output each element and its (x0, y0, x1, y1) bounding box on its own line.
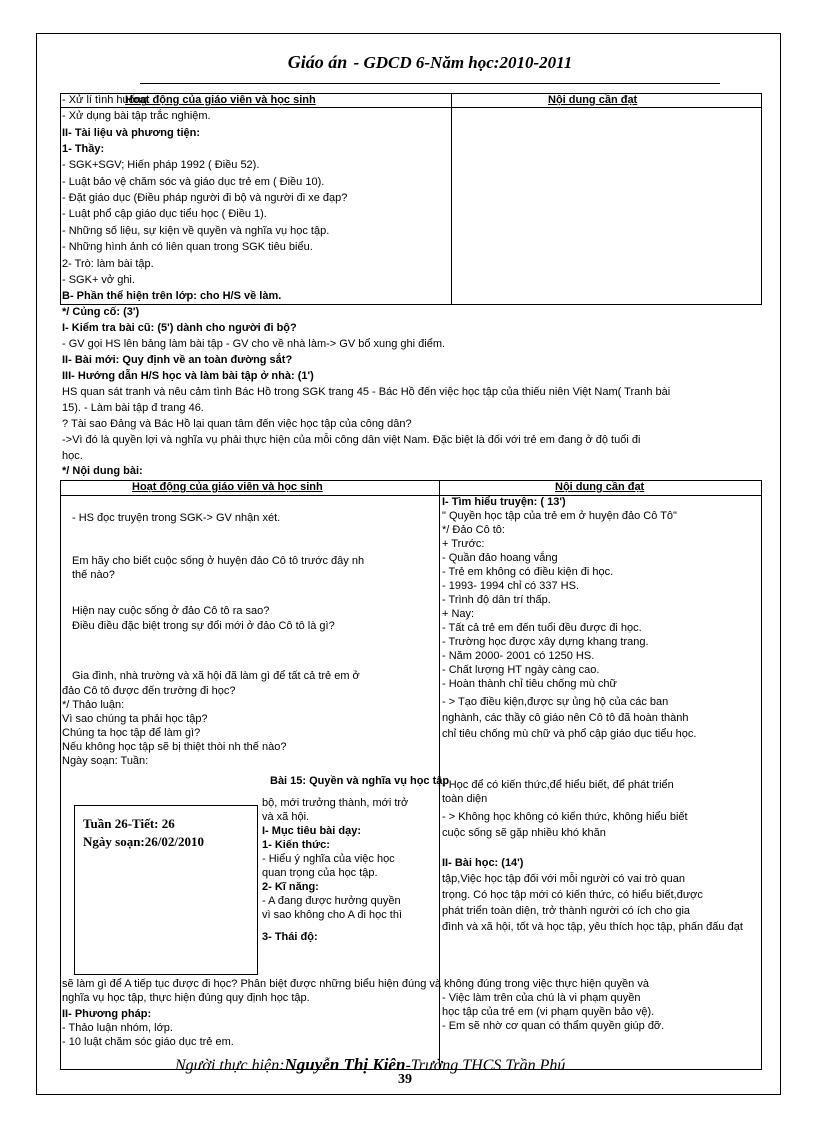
section-line: II- Bài mới: Quy định về an toàn đường sắt? (62, 354, 293, 366)
activity-line: vì sao không cho A đi học thì (262, 909, 403, 921)
activity-line: II- Phương pháp: (62, 1008, 152, 1020)
section-line: - GV gọi HS lên bảng làm bài tập - GV cho về nhà làm-> GV bổ xung ghi điểm. (62, 338, 446, 350)
table1-col-left-header: Hoạt động của giáo viên và học sinh (125, 94, 316, 106)
content-line: - > Tạo điều kiện,được sự ủng hộ của các ban (442, 696, 669, 708)
activity-line: */ Thảo luận: (62, 699, 125, 711)
content-line: - Quần đảo hoang vắng (442, 552, 558, 564)
activity-line: thế nào? (72, 569, 115, 581)
content-line: II- Bài học: (14') (442, 857, 524, 869)
lesson-info-box (74, 805, 258, 975)
header-label: Giáo án (287, 52, 348, 72)
activity-line: 1- Kiến thức: (262, 839, 330, 851)
activity-line: Nếu không học tập sẽ bị thiệt thòi nh thế nào? (62, 741, 287, 753)
lesson-week: Tuần 26-Tiết: 26 (83, 816, 175, 831)
table1-line: - SGK+ vở ghi. (62, 274, 135, 286)
table1-line: - Những hình ảnh có liên quan trong SGK tiêu biểu. (62, 241, 313, 253)
activity-line: quan trọng của học tập. (262, 867, 378, 879)
content-line: I- Tìm hiểu truyện: ( 13') (442, 496, 566, 508)
header-title: - GDCD 6-Năm học:2010-2011 (353, 53, 573, 72)
content-line: cuộc sống sẽ gặp nhiều khó khăn (442, 827, 606, 839)
activity-line: - Thảo luận nhóm, lớp. (62, 1022, 173, 1034)
table1-line: - Luật phổ cập giáo dục tiểu học ( Điều 1). (62, 208, 267, 220)
table1-line: 2- Trò: làm bài tập. (62, 258, 154, 270)
activity-line: Hiện nay cuộc sống ở đảo Cô tô ra sao? (72, 605, 270, 617)
activity-line: bộ, mới trưởng thành, mới trở (262, 797, 409, 809)
activity-line: nghĩa vụ học tập, thực hiện đúng quy định học tập. (62, 992, 310, 1004)
table2-col-right-header: Nội dung cần đạt (555, 481, 645, 493)
table1-line: - Luật bảo vệ chăm sóc và giáo dục trẻ em ( Điều 10). (62, 176, 325, 188)
content-line: - Tất cả trẻ em đến tuổi đều được đi học. (442, 622, 642, 634)
section-line: 15). - Làm bài tập đ trang 46. (62, 402, 204, 414)
footer-school: -Trường THCS Trần Phú (405, 1057, 566, 1074)
activity-line: Chúng ta học tập để làm gì? (62, 727, 201, 739)
table1-line: 1- Thầy: (62, 143, 105, 155)
footer-prefix: Người thực hiện: (175, 1057, 285, 1074)
table-divider (451, 94, 452, 304)
content-line: - Em sẽ nhờ cơ quan có thẩm quyền giúp đỡ. (442, 1020, 665, 1032)
activity-line: và xã hội. (262, 811, 310, 823)
content-line: */ Đảo Cô tô: (442, 524, 505, 536)
content-line: - Hoàn thành chỉ tiêu chống mù chữ (442, 678, 617, 690)
activity-line: Em hãy cho biết cuộc sống ở huyện đảo Cô tô trước đây nh (72, 555, 365, 567)
content-line: phát triển toàn diện, trở thành người có ích cho gia (442, 905, 691, 917)
content-line: - Việc làm trên của chú là vi phạm quyền (442, 992, 641, 1004)
content-line: + Trước: (442, 538, 485, 550)
footer-author: Nguyễn Thị Kiên (284, 1055, 406, 1074)
activity-line: sẽ làm gì để A tiếp tục được đi học? Phân biệt được những biểu hiện đúng và không đúng trong việc thực hiện quyền và (62, 978, 649, 990)
activity-line: I- Mục tiêu bài dạy: (262, 825, 362, 837)
table1-line: - Đặt giáo dục (Điều pháp người đi bộ và người đi xe đạp? (62, 192, 348, 204)
section-line: học. (62, 450, 83, 462)
content-line: - Trình độ dân trí thấp. (442, 594, 551, 606)
content-line: + Nay: (442, 608, 475, 620)
content-line: - Chất lượng HT ngày càng cao. (442, 664, 600, 676)
content-line: đình và xã hội, tốt và học tập, yêu thích học tập, phấn đấu đạt (442, 921, 743, 933)
page-footer (175, 1055, 675, 1075)
section-line: I- Kiểm tra bài cũ: (5') dành cho người đi bộ? (62, 322, 297, 334)
activity-line: - HS đọc truyện trong SGK-> GV nhận xét. (72, 512, 281, 524)
section-line: HS quan sát tranh và nêu cảm tình Bác Hồ trong SGK trang 45 - Bác Hồ đến việc học tập của thiếu niên Việt Nam( Tranh bài (62, 386, 671, 398)
activity-line: - 10 luật chăm sóc giáo dục trẻ em. (62, 1036, 234, 1048)
page-number: 39 (398, 1072, 412, 1087)
activity-line: - Hiểu ý nghĩa của việc học (262, 853, 395, 865)
content-line: học tập của trẻ em (vi phạm quyền bảo vệ). (442, 1006, 655, 1018)
table1-line: - SGK+SGV; Hiến pháp 1992 ( Điều 52). (62, 159, 260, 171)
activity-line: 3- Thái độ: (262, 931, 318, 943)
table2-col-left-header: Hoạt động của giáo viên và học sinh (132, 481, 323, 493)
content-line: - Năm 2000- 2001 có 1250 HS. (442, 650, 595, 662)
section-line: B- Phần thể hiện trên lớp: cho H/S về làm. (62, 290, 282, 302)
page-header (140, 52, 720, 84)
content-line: - 1993- 1994 chỉ có 337 HS. (442, 580, 579, 592)
table-header-line (61, 495, 761, 496)
table1-line: II- Tài liệu và phương tiện: (62, 127, 201, 139)
section-line: III- Hướng dẫn H/S học và làm bài tập ở nhà: (1') (62, 370, 314, 382)
activity-line: Ngày soạn: Tuần: (62, 755, 149, 767)
content-line: - Trẻ em không có điều kiện đi học. (442, 566, 614, 578)
content-line: - > Không học không có kiến thức, không hiểu biết (442, 811, 688, 823)
activity-line: - A đang được hưởng quyền (262, 895, 401, 907)
lesson-date: Ngày soạn:26/02/2010 (83, 834, 204, 849)
table1-line: - Những số liệu, sự kiện về quyền và nghĩa vụ học tập. (62, 225, 330, 237)
table1-col-right-header: Nội dung cần đạt (548, 94, 638, 106)
section-line: ? Tài sao Đảng và Bác Hồ lại quan tâm đến việc học tập của công dân? (62, 418, 412, 430)
activity-line: Điều điều đặc biệt trong sự đổi mới ở đảo Cô tô là gì? (72, 620, 335, 632)
table1-line: - Xử dụng bài tập trắc nghiệm. (62, 110, 211, 122)
content-line: - Trường học được xây dựng khang trang. (442, 636, 649, 648)
activity-line: đảo Cô tô được đến trường đi học? (62, 685, 236, 697)
content-line: trọng. Có học tập mới có kiến thức, có hiểu biết,được (442, 889, 703, 901)
activity-line: Gia đình, nhà trường và xã hội đã làm gì để tất cả trẻ em ở (72, 670, 360, 682)
section-line: */ Nội dung bài: (62, 465, 143, 477)
lesson-title: Bài 15: Quyền và nghĩa vụ học tập (270, 775, 450, 787)
content-line: " Quyền học tập của trẻ em ở huyện đảo Cô Tô" (442, 510, 677, 522)
activity-line: Vì sao chúng ta phải học tập? (62, 713, 208, 725)
section-line: */ Củng cố: (3') (62, 306, 140, 318)
section-line: ->Vì đó là quyền lợi và nghĩa vụ phải thực hiện của mỗi công dân việt Nam. Đặc biệt là đối với trẻ em đang ở độ tuổi đi (62, 434, 641, 446)
content-line: - Học để có kiến thức,để hiểu biết, để phát triển (442, 779, 674, 791)
table-header-line (61, 107, 761, 108)
activity-line: 2- Kĩ năng: (262, 881, 319, 893)
content-line: tập,Việc học tập đối với mỗi người có vai trò quan (442, 873, 685, 885)
content-line: toàn diện (442, 793, 488, 805)
table1-line: - Xử lí tình huống. (62, 94, 151, 106)
content-line: chỉ tiêu chống mù chữ và phổ cập giáo dục tiểu học. (442, 728, 697, 740)
content-line: nghành, các thầy cô giáo nên Cô tô đã hoàn thành (442, 712, 689, 724)
